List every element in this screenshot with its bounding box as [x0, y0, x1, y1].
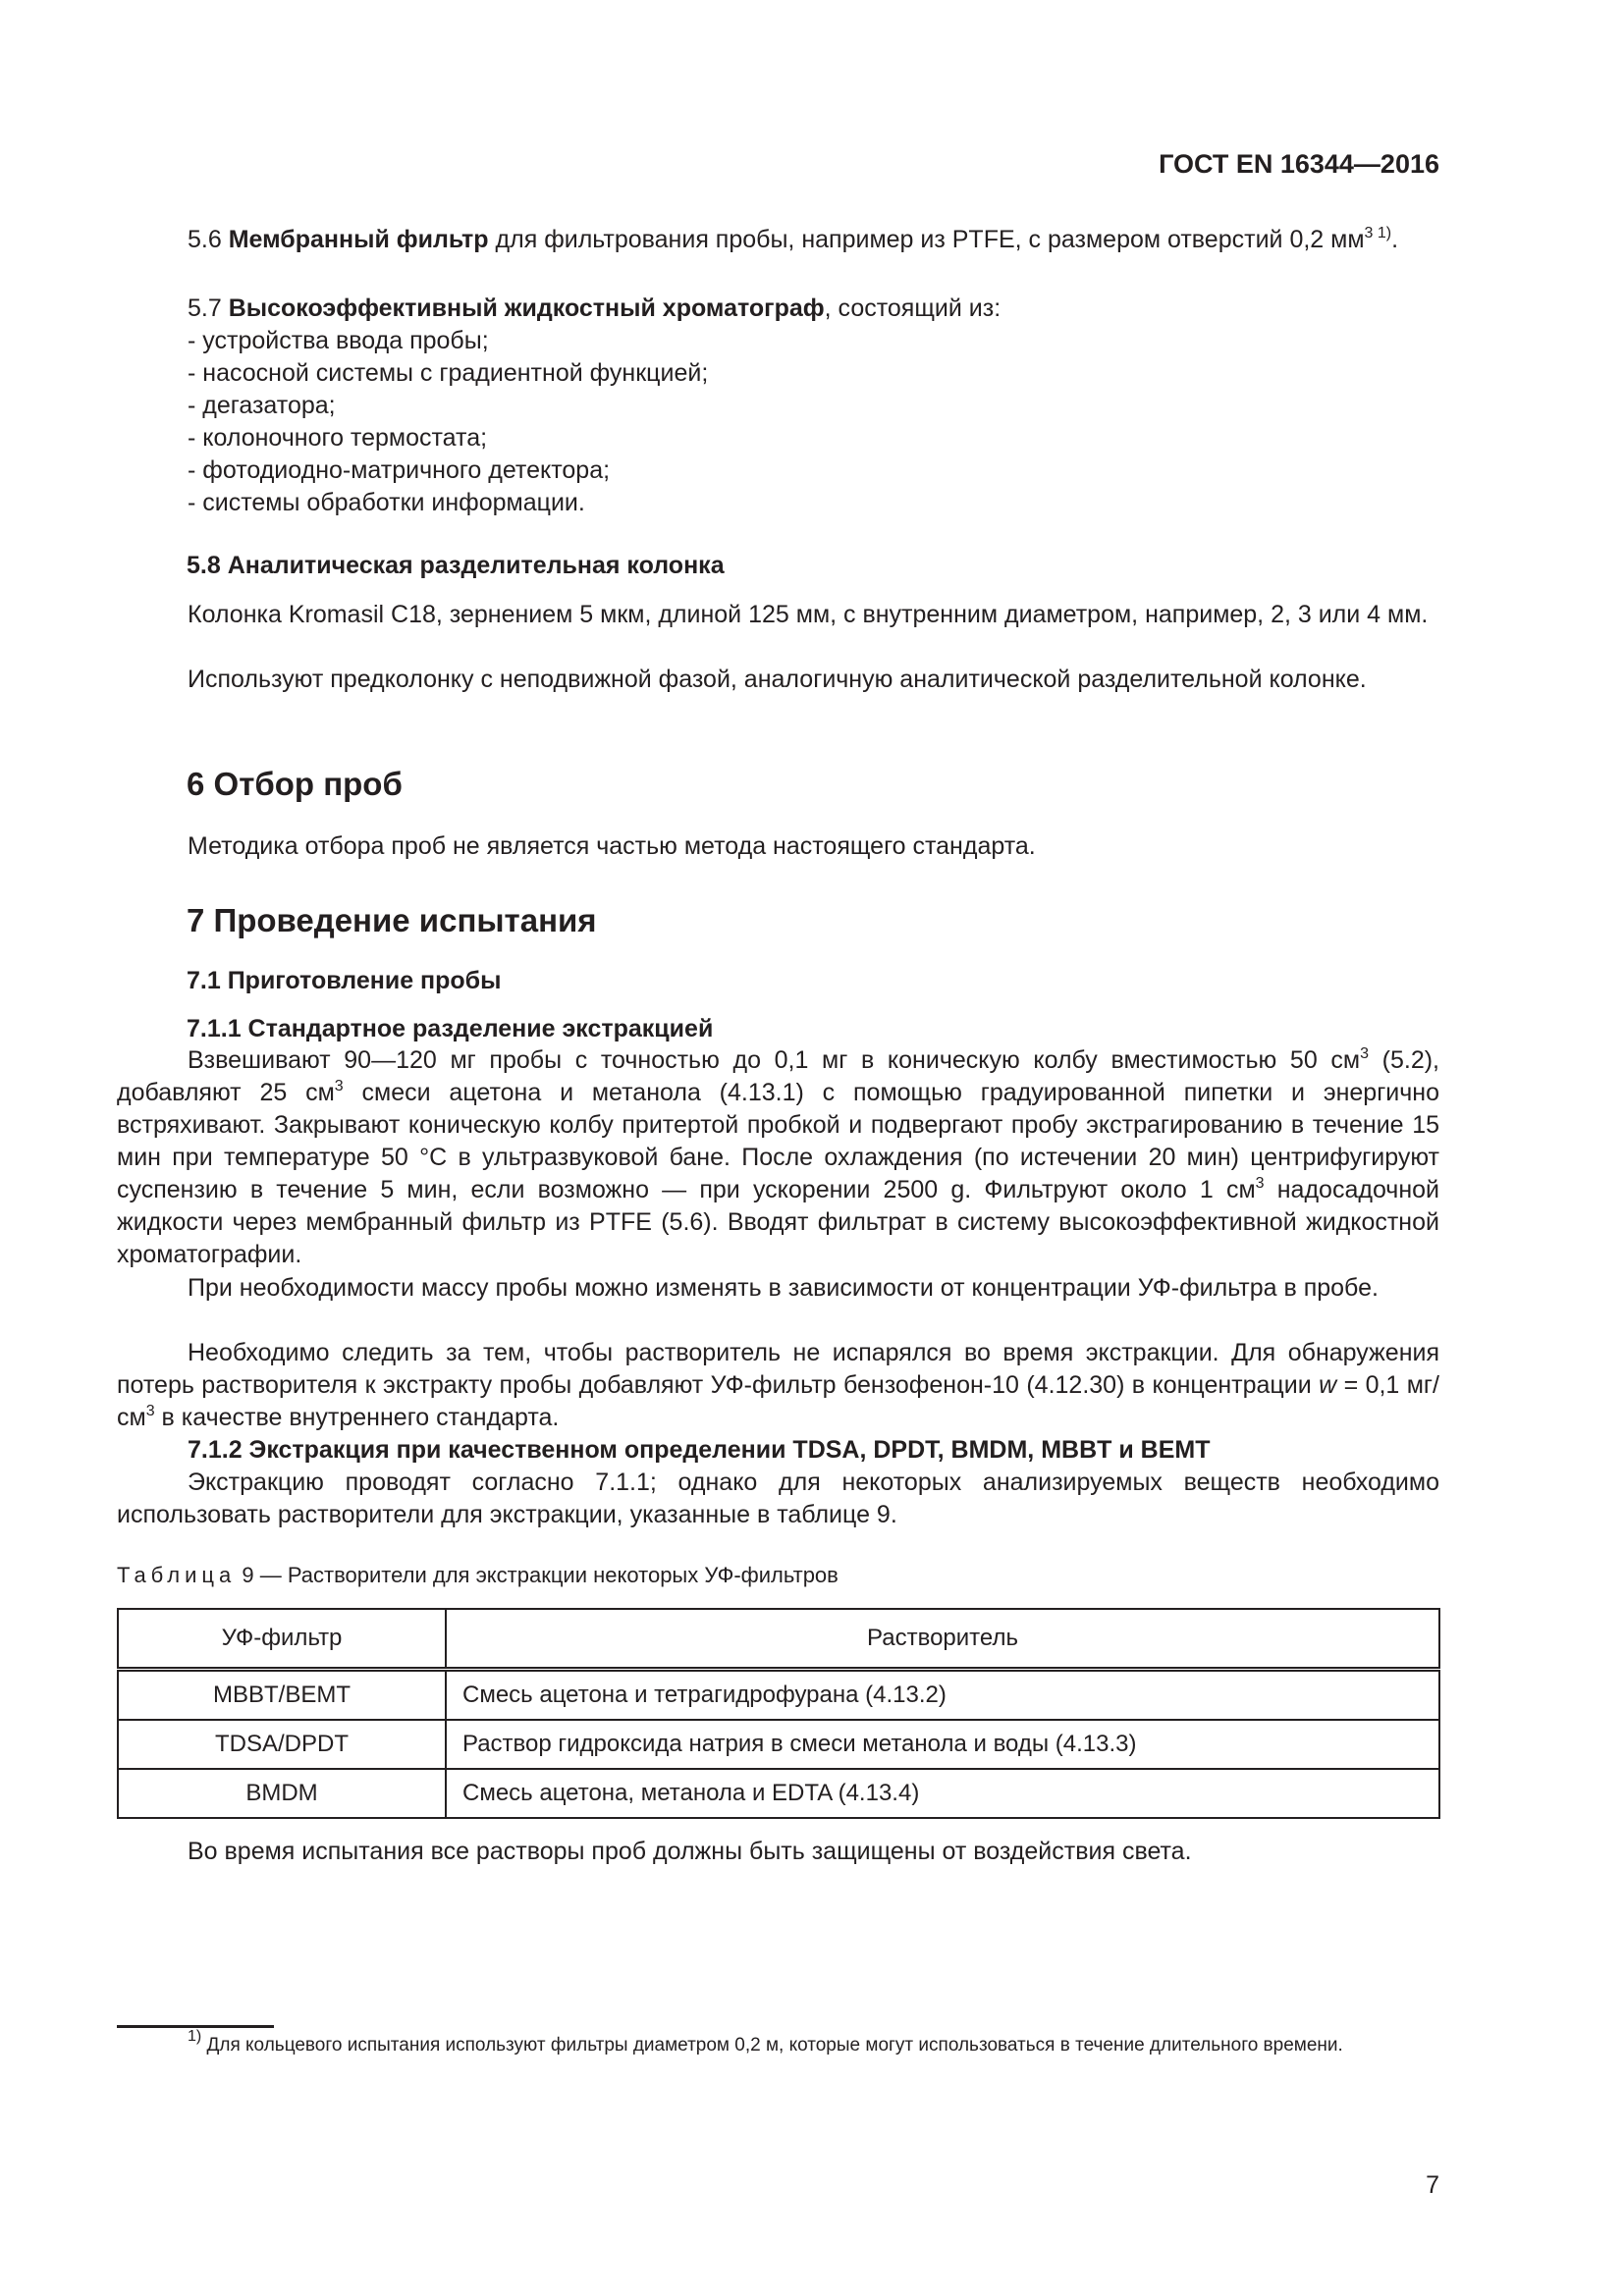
text-run: Необходимо следить за тем, чтобы растворитель не испарялся во время экстракции. Для обнаружения потерь растворителя к экстракту пробы добавляют УФ-фильтр бензофенон-10 (4.12.30) в концентрации — [117, 1339, 1439, 1399]
text-run: в качестве внутреннего стандарта. — [154, 1404, 560, 1431]
document-id-header: ГОСТ EN 16344—2016 — [1159, 149, 1439, 179]
footnote-text: Для кольцевого испытания используют фильтры диаметром 0,2 м, которые могут использоваться в течение длительного времени. — [201, 2035, 1343, 2056]
table-cell: BMDM — [118, 1769, 446, 1818]
table-cell: Смесь ацетона, метанола и EDTA (4.13.4) — [446, 1769, 1439, 1818]
superscript: 3 — [145, 1403, 155, 1419]
list-item: - насосной системы с градиентной функцией; — [188, 359, 709, 387]
clause-5-6 — [117, 224, 1439, 256]
table-cell: MBBT/BEMT — [118, 1670, 446, 1721]
clause-7-1-heading: 7.1 Приготовление пробы — [187, 967, 502, 994]
list-item: - колоночного термостата; — [188, 424, 488, 452]
footnote-ref[interactable]: 3 1) — [1364, 225, 1392, 241]
clause-5-7 — [117, 293, 1439, 325]
paragraph: При необходимости массу пробы можно изменять в зависимости от концентрации УФ-фильтра в пробе. — [188, 1274, 1379, 1302]
variable: w — [1319, 1371, 1337, 1399]
caption-label: Таблица — [117, 1563, 237, 1587]
clause-text: , состоящий из: — [824, 294, 1001, 322]
text-run: Взвешивают 90—120 мг пробы с точностью до 0,1 мг в коническую колбу вместимостью 50 см — [188, 1046, 1361, 1074]
clause-number: 5.6 — [188, 226, 222, 253]
clause-number: 5.7 — [188, 294, 222, 322]
section-7-heading: 7 Проведение испытания — [187, 902, 597, 938]
column-header: УФ-фильтр — [118, 1609, 446, 1670]
paragraph: Экстракцию проводят согласно 7.1.1; однако для некоторых анализируемых веществ необходимо использовать растворители для экстракции, указанные в таблице 9. — [117, 1468, 1439, 1528]
table-row — [118, 1670, 1439, 1721]
clause-text: для фильтрования пробы, например из PTFE, с размером отверстий 0,2 мм — [495, 226, 1365, 253]
text-run: (5.2), добавляют 25 см — [117, 1046, 1439, 1106]
paragraph: Методика отбора проб не является частью метода настоящего стандарта. — [188, 832, 1036, 860]
clause-7-1-1-heading: 7.1.1 Стандартное разделение экстракцией — [187, 1015, 714, 1042]
table-cell: Смесь ацетона и тетрагидрофурана (4.13.2) — [446, 1670, 1439, 1721]
list-item: - фотодиодно-матричного детектора; — [188, 456, 611, 484]
list-item: - системы обработки информации. — [188, 489, 585, 516]
clause-7-1-2-heading — [117, 1434, 1439, 1467]
table-9 — [117, 1608, 1440, 1819]
paragraph — [117, 1337, 1439, 1434]
clause-term: Высокоэффективный жидкостный хроматограф — [228, 294, 825, 322]
table-cell: TDSA/DPDT — [118, 1720, 446, 1769]
section-6-heading: 6 Отбор проб — [187, 766, 403, 802]
text-run: = 0,1 мг/см — [117, 1371, 1439, 1431]
list-item: - устройства ввода пробы; — [188, 327, 489, 354]
clause-term: Мембранный фильтр — [228, 226, 489, 253]
footnote-mark: 1) — [188, 2028, 202, 2045]
footnote — [117, 2028, 1439, 2059]
paragraph: Во время испытания все растворы проб должны быть защищены от воздействия света. — [188, 1838, 1192, 1865]
heading-text: 7.1.2 Экстракция при качественном определении TDSA, DPDT, BMDM, MBBT и BEMT — [188, 1436, 1211, 1464]
superscript: 3 — [1255, 1175, 1265, 1192]
superscript: 3 — [1360, 1045, 1369, 1062]
punctuation: . — [1391, 226, 1399, 253]
text-run: надосадочной жидкости через мембранный фильтр из PTFE (5.6). Вводят фильтрат в систему высокоэффективной жидкостной хроматографии. — [117, 1176, 1439, 1268]
table-header-row — [118, 1609, 1439, 1670]
superscript: 3 — [334, 1078, 344, 1095]
table-caption — [117, 1563, 839, 1588]
column-header: Растворитель — [446, 1609, 1439, 1670]
text-run: смеси ацетона и метанола (4.13.1) с помощью градуированной пипетки и энергично встряхивают. Закрывают коническую колбу притертой пробкой и подвергают пробу экстрагированию в течение 15 мин при температуре 50 °С в ультразвуковой бане. После охлаждения (по истечении 20 мин) центрифугируют суспензию в течение 5 мин, если возможно — при ускорении 2500 g. Фильтруют около 1 см — [117, 1079, 1440, 1203]
table-row — [118, 1720, 1439, 1769]
list-item: - дегазатора; — [188, 392, 336, 419]
caption-text: 9 — Растворители для экстракции некоторых УФ-фильтров — [236, 1563, 839, 1587]
paragraph: Колонка Kromasil C18, зернением 5 мкм, длиной 125 мм, с внутренним диаметром, например, 2, 3 или 4 мм. — [188, 601, 1429, 628]
paragraph — [117, 1044, 1439, 1271]
table-row — [118, 1769, 1439, 1818]
page-number: 7 — [1426, 2171, 1439, 2199]
clause-5-8-heading: 5.8 Аналитическая разделительная колонка — [187, 552, 725, 579]
table-cell: Раствор гидроксида натрия в смеси метанола и воды (4.13.3) — [446, 1720, 1439, 1769]
paragraph: Используют предколонку с неподвижной фазой, аналогичную аналитической разделительной колонке. — [188, 666, 1367, 693]
